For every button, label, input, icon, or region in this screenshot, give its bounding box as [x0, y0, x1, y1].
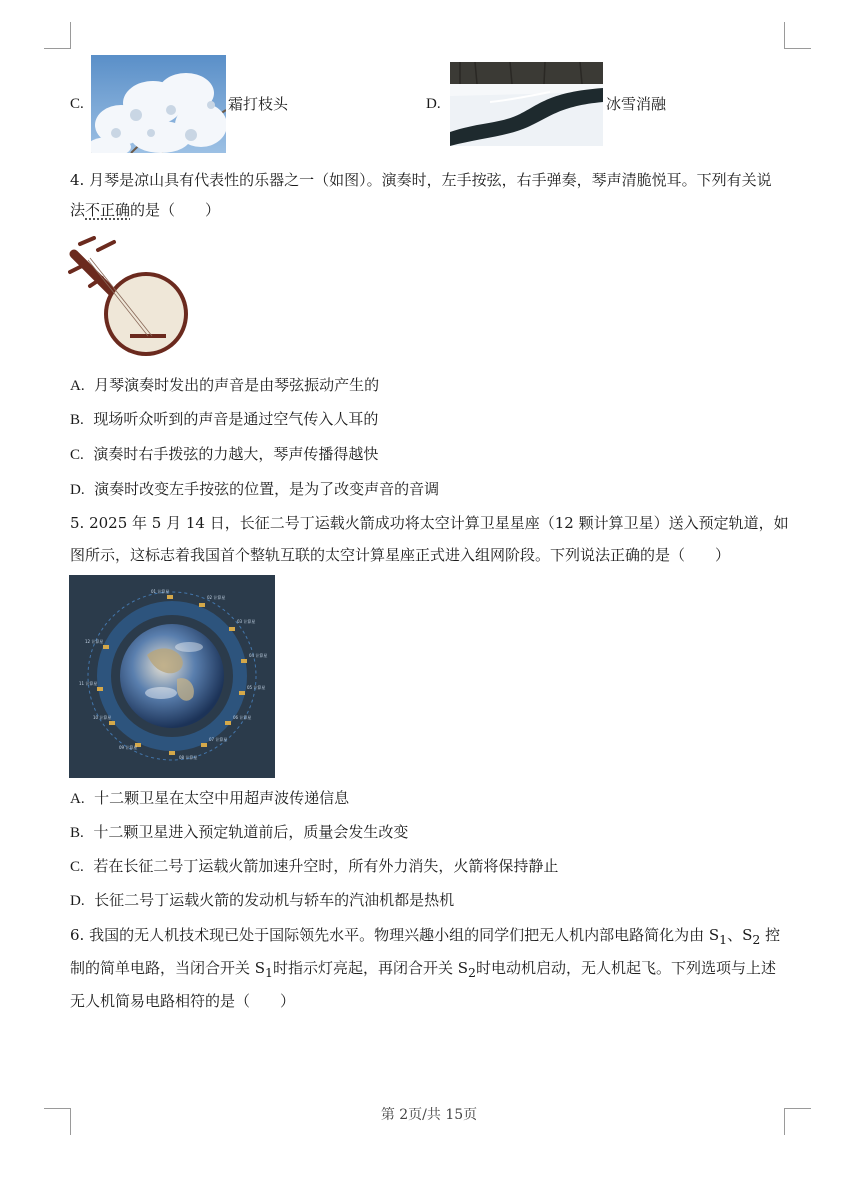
crop-mark-top-left [44, 22, 71, 49]
q5-stem-line2: 图所示，这标志着我国首个整轨互联的太空计算星座正式进入组网阶段。下列说法正确的是（ ） [70, 546, 731, 564]
svg-text:11 计算星: 11 计算星 [79, 681, 98, 686]
q5-option-c[interactable] [70, 856, 558, 877]
q5-option-b-text: 十二颗卫星进入预定轨道前后，质量会发生改变 [93, 823, 409, 841]
svg-text:08 计算星: 08 计算星 [179, 755, 198, 760]
svg-text:04 计算星: 04 计算星 [249, 653, 268, 658]
q4-stem-pre: 法 [70, 201, 86, 219]
q6-s1-subscript: 1 [719, 932, 728, 947]
q6-s2-subscript: 2 [752, 932, 761, 947]
q6-line1-part-b: 、S [727, 926, 753, 944]
q5-option-d-text: 长征二号丁运载火箭的发动机与轿车的汽油机都是热机 [94, 891, 455, 909]
q4-option-c[interactable] [70, 444, 378, 465]
q5-option-c-letter: C. [70, 859, 84, 875]
q4-option-d-text: 演奏时改变左手按弦的位置，是为了改变声音的音调 [94, 480, 440, 498]
page-footer: 第 2页/共 15页 [380, 1107, 478, 1123]
q6-line2-s2-subscript: 2 [468, 965, 476, 980]
q5-option-d[interactable] [70, 890, 454, 911]
q4-option-b-text: 现场听众听到的声音是通过空气传入人耳的 [93, 410, 379, 428]
q4-option-d-letter: D. [70, 482, 85, 498]
q6-line2-part-c: 时电动机启动，无人机起飞。下列选项与上述 [476, 959, 777, 977]
q6-line2-s1-subscript: 1 [265, 965, 273, 980]
q6-line2-part-b: 时指示灯亮起，再闭合开关 S [273, 959, 469, 977]
q6-stem-line2 [70, 958, 776, 983]
q4-stem-emphasis: 不正确 [85, 201, 131, 219]
q5-option-b-letter: B. [70, 825, 84, 841]
q5-option-d-letter: D. [70, 893, 85, 909]
q4-option-c-letter: C. [70, 447, 84, 463]
q4-option-a[interactable] [70, 375, 379, 396]
q6-stem-line1 [70, 925, 780, 950]
q4-option-d[interactable] [70, 479, 439, 500]
svg-text:02 计算星: 02 计算星 [207, 595, 226, 600]
crop-mark-top-right [784, 22, 811, 49]
svg-text:10 计算星: 10 计算星 [93, 715, 112, 720]
svg-text:07 计算星: 07 计算星 [209, 737, 228, 742]
svg-text:03 计算星: 03 计算星 [237, 619, 256, 624]
frost-branch-photo-icon [91, 55, 226, 153]
svg-text:01 计算星: 01 计算星 [151, 589, 170, 594]
svg-text:05 计算星: 05 计算星 [247, 685, 266, 690]
q3-option-c-text: 霜打枝头 [228, 95, 289, 113]
q5-option-c-text: 若在长征二号丁运载火箭加速升空时，所有外力消失，火箭将保持静止 [93, 857, 559, 875]
melting-snow-river-photo-icon [450, 62, 603, 146]
q4-option-c-text: 演奏时右手拨弦的力越大，琴声传播得越快 [93, 445, 379, 463]
q3-option-d-letter: D. [426, 96, 441, 112]
q4-option-b[interactable] [70, 409, 378, 430]
svg-text:06 计算星: 06 计算星 [233, 715, 252, 720]
q4-option-a-letter: A. [70, 378, 85, 394]
q6-line2-part-a: 制的简单电路，当闭合开关 S [70, 959, 266, 977]
q3-option-c-letter: C. [70, 96, 84, 112]
q4-stem-post: 的是（ ） [130, 201, 221, 219]
q5-option-b[interactable] [70, 822, 408, 843]
svg-text:12 计算星: 12 计算星 [85, 639, 104, 644]
q4-stem-line2 [70, 200, 220, 220]
svg-text:09 计算星: 09 计算星 [119, 745, 138, 750]
q4-stem-line1: 4. 月琴是凉山具有代表性的乐器之一（如图）。演奏时，左手按弦，右手弹奏，琴声清脆悦耳。下列有关说 [70, 171, 772, 189]
q6-line1-part-c: 控 [760, 926, 781, 944]
q3-option-d-text: 冰雪消融 [606, 95, 667, 113]
q5-option-a-letter: A. [70, 791, 85, 807]
q6-stem-line3: 无人机简易电路相符的是（ ） [70, 992, 296, 1010]
q5-option-a[interactable] [70, 788, 349, 809]
yueqin-instrument-illustration-icon [68, 236, 192, 360]
q4-option-a-text: 月琴演奏时发出的声音是由琴弦振动产生的 [94, 376, 380, 394]
q6-line1-part-a: 6. 我国的无人机技术现已处于国际领先水平。物理兴趣小组的同学们把无人机内部电路简化为由 S [70, 926, 720, 944]
q5-stem-line1: 5. 2025 年 5 月 14 日，长征二号丁运载火箭成功将太空计算卫星星座（12 颗计算卫星）送入预定轨道，如 [70, 514, 789, 532]
satellite-constellation-orbit-diagram-icon [69, 575, 275, 778]
q4-option-b-letter: B. [70, 412, 84, 428]
q5-option-a-text: 十二颗卫星在太空中用超声波传递信息 [94, 789, 350, 807]
